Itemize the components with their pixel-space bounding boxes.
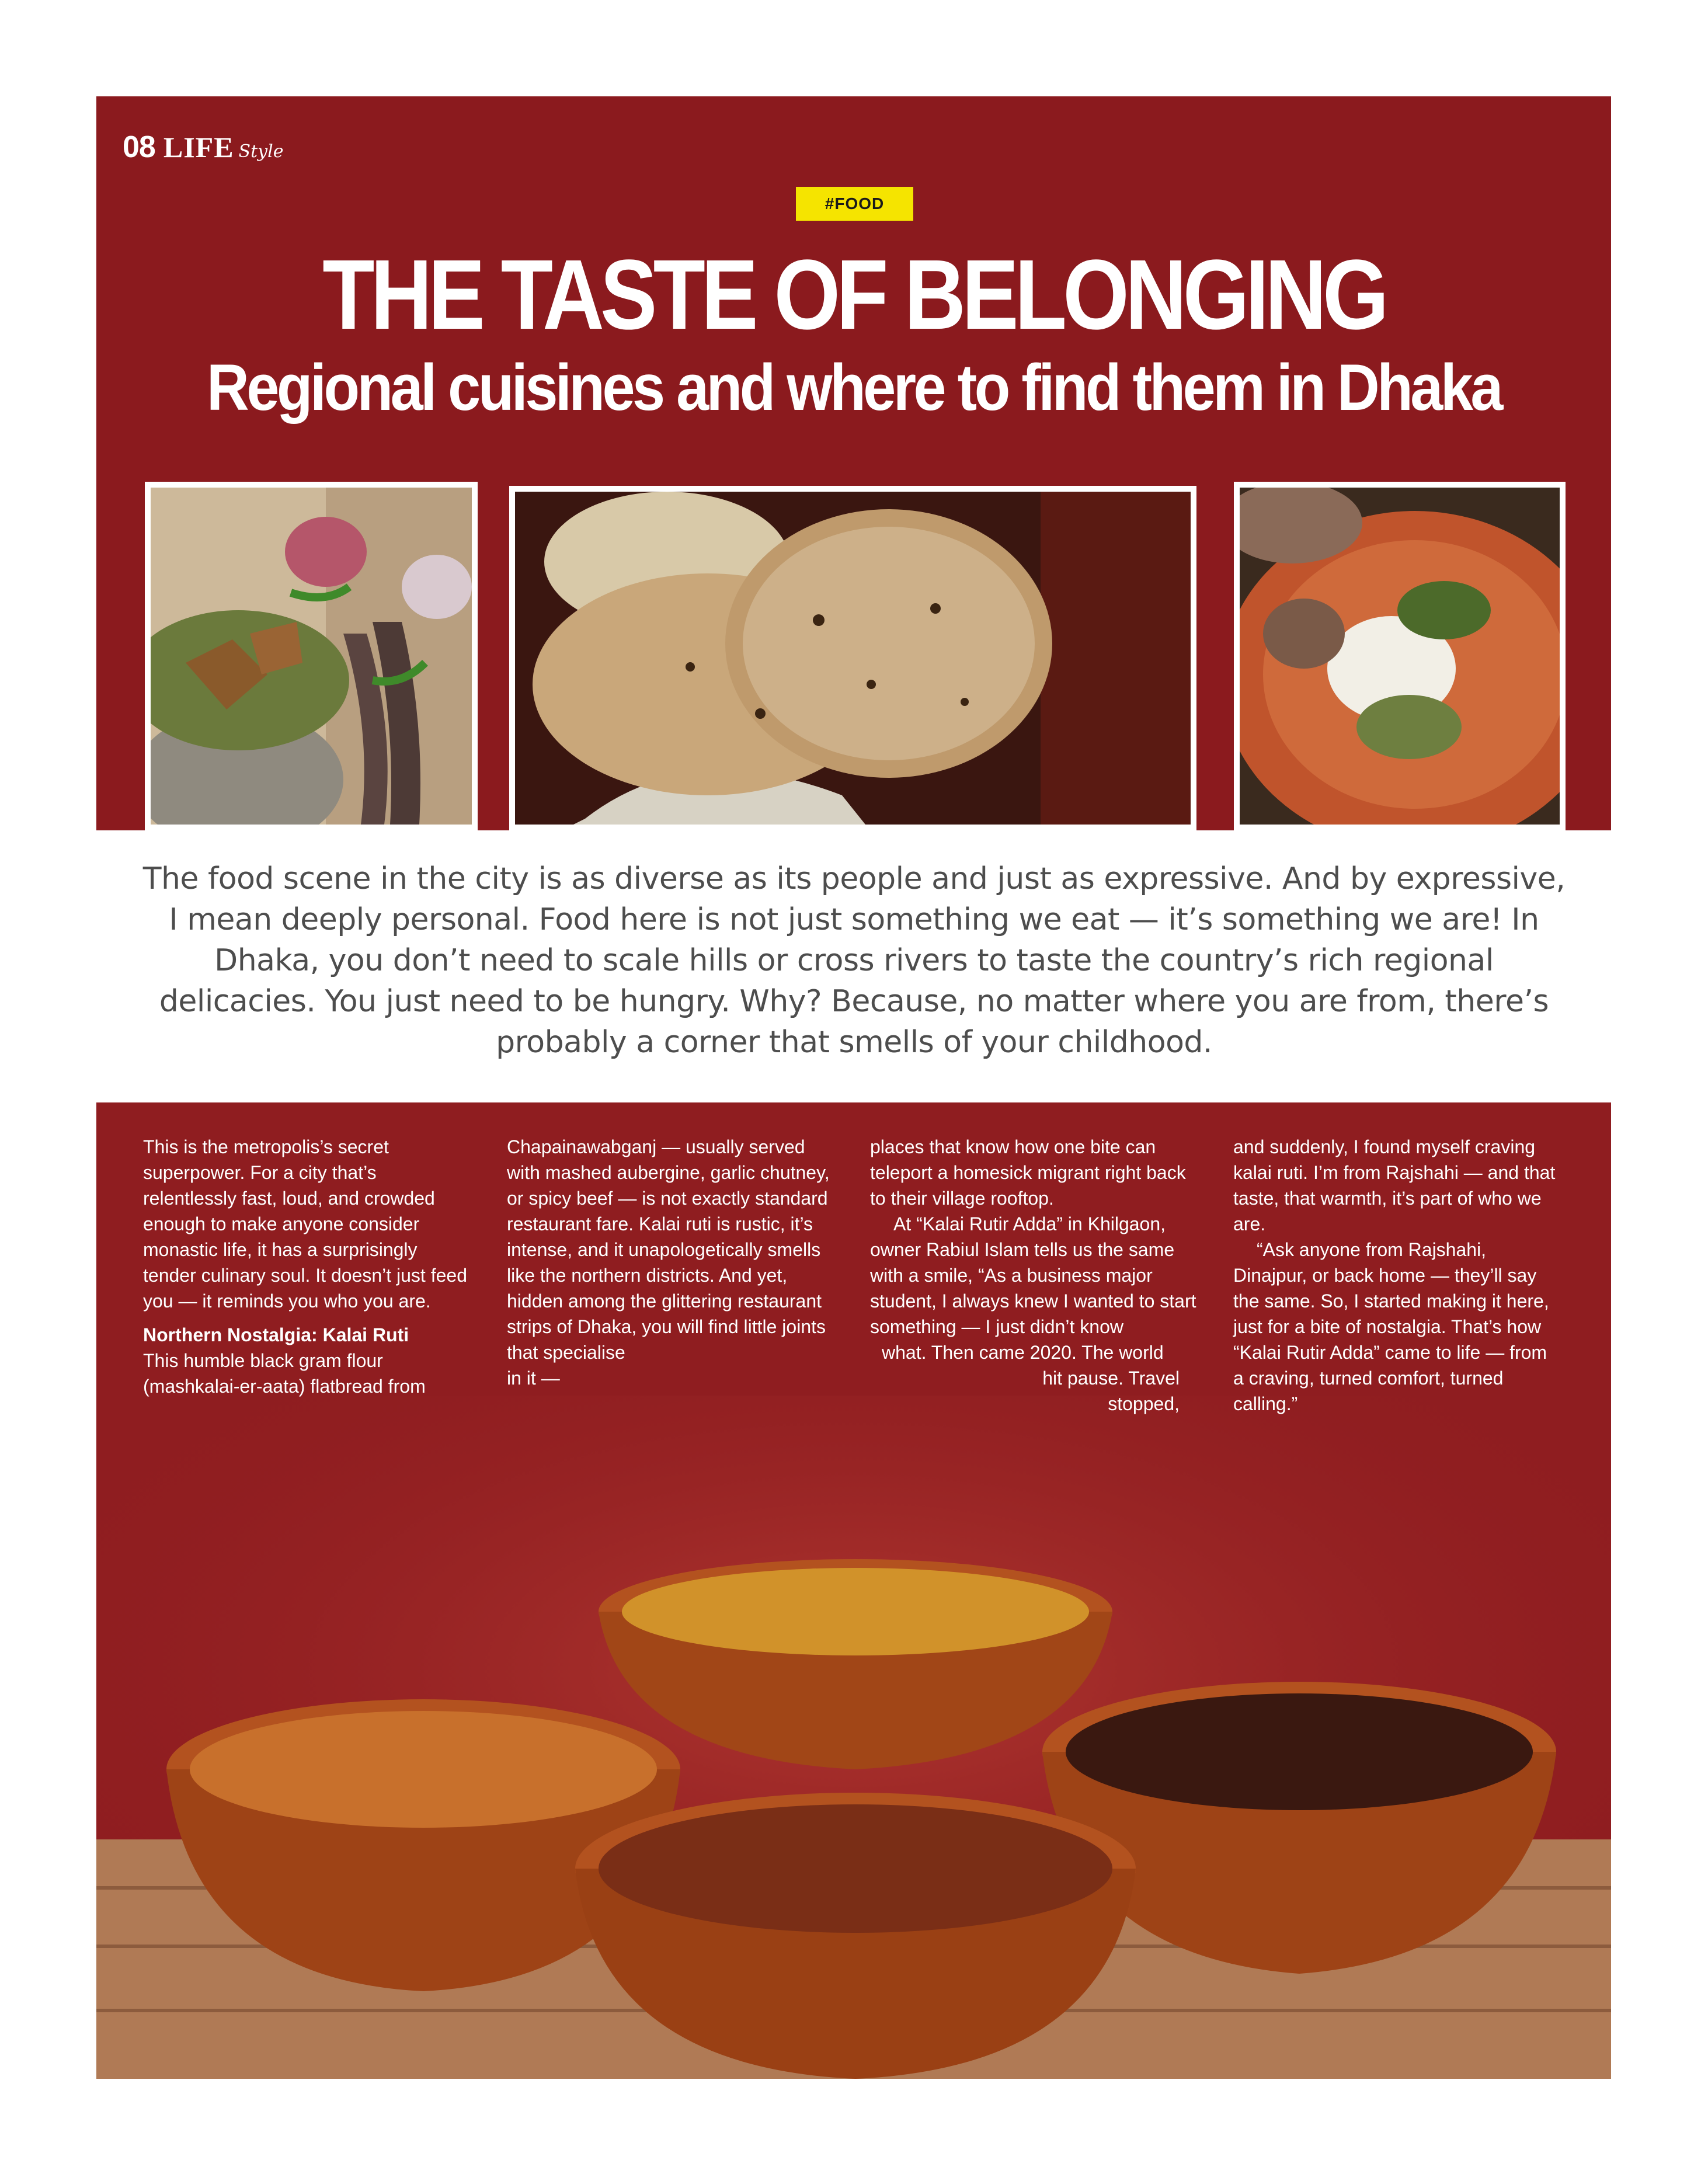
- intro-standfirst: The food scene in the city is as diverse as its people and just as expressive. And by expressive, I mean deeply personal. Food here is not just something we eat — it’s something we are! In Dhaka, you don’t need to scale hills or cross rivers to taste the country’s rich regional delicacies. You just need to be hungry. Why? Because, no matter where you are from, there’s probably a corner that smells of your childhood.: [142, 861, 1566, 1060]
- article-paragraph: places that know how one bite can teleport a homesick migrant right back to their village rooftop.: [870, 1136, 1186, 1209]
- article-subhead: Northern Nostalgia: Kalai Ruti: [143, 1324, 409, 1345]
- article-paragraph-end: in it —: [507, 1368, 560, 1389]
- headline: [96, 236, 1611, 426]
- article-paragraph: Chapainawabganj — usually served with mashed aubergine, garlic chutney, or spicy beef — is not exactly standard restaurant fare. Kalai ruti is rustic, it’s intense, and it unapologetically smells like the northern districts. And yet, hidden among the glittering restaurant strips of Dhaka, you will find little joints that specialise: [507, 1136, 830, 1363]
- headline-subtitle: Regional cuisines and where to find them in Dhaka: [207, 351, 1501, 424]
- photo-fish-dish: [145, 482, 478, 830]
- article-line: what. Then came 2020. The world: [882, 1342, 1164, 1363]
- article-line: stopped,: [1108, 1393, 1180, 1414]
- magazine-logo-sub: Style: [238, 141, 284, 162]
- article-column-1: [143, 1134, 470, 1407]
- page-number: 08: [123, 130, 155, 164]
- article-column-2: [507, 1134, 834, 1399]
- article-line: hit pause. Travel: [1042, 1368, 1180, 1389]
- photo-rice-platter: [1234, 482, 1566, 830]
- article-paragraph: and suddenly, I found myself craving kalai ruti. I’m from Rajshahi — and that taste, that warmth, it’s part of who we are.: [1233, 1136, 1556, 1234]
- article-paragraph: “Ask anyone from Rajshahi, Dinajpur, or back home — they’ll say the same. So, I started making it here, just for a bite of nostalgia. That’s how “Kalai Rutir Adda” came to life — from a craving, turned comfort, turned calling.”: [1233, 1239, 1549, 1414]
- photo-kalai-ruti: [509, 486, 1196, 830]
- headline-title: THE TASTE OF BELONGING: [322, 239, 1385, 350]
- article-paragraph: This humble black gram flour (mashkalai-er-aata) flatbread from: [143, 1350, 426, 1397]
- article-column-3: [870, 1134, 1197, 1417]
- magazine-logo: LIFE: [163, 131, 234, 164]
- folio: [123, 130, 283, 165]
- section-tag: #FOOD: [796, 187, 913, 221]
- article-paragraph: At “Kalai Rutir Adda” in Khilgaon, owner Rabiul Islam tells us the same with a smile, “As a business major student, I always knew I wanted to start something — I just didn’t know: [870, 1213, 1196, 1337]
- article-column-4: [1233, 1134, 1560, 1425]
- article-paragraph: This is the metropolis’s secret superpower. For a city that’s relentlessly fast, loud, and crowded enough to make anyone consider monastic life, it has a surprisingly tender culinary soul. It doesn’t just feed you — it reminds you who you are.: [143, 1136, 467, 1312]
- clay-pot-curries-photo: [96, 1396, 1611, 2079]
